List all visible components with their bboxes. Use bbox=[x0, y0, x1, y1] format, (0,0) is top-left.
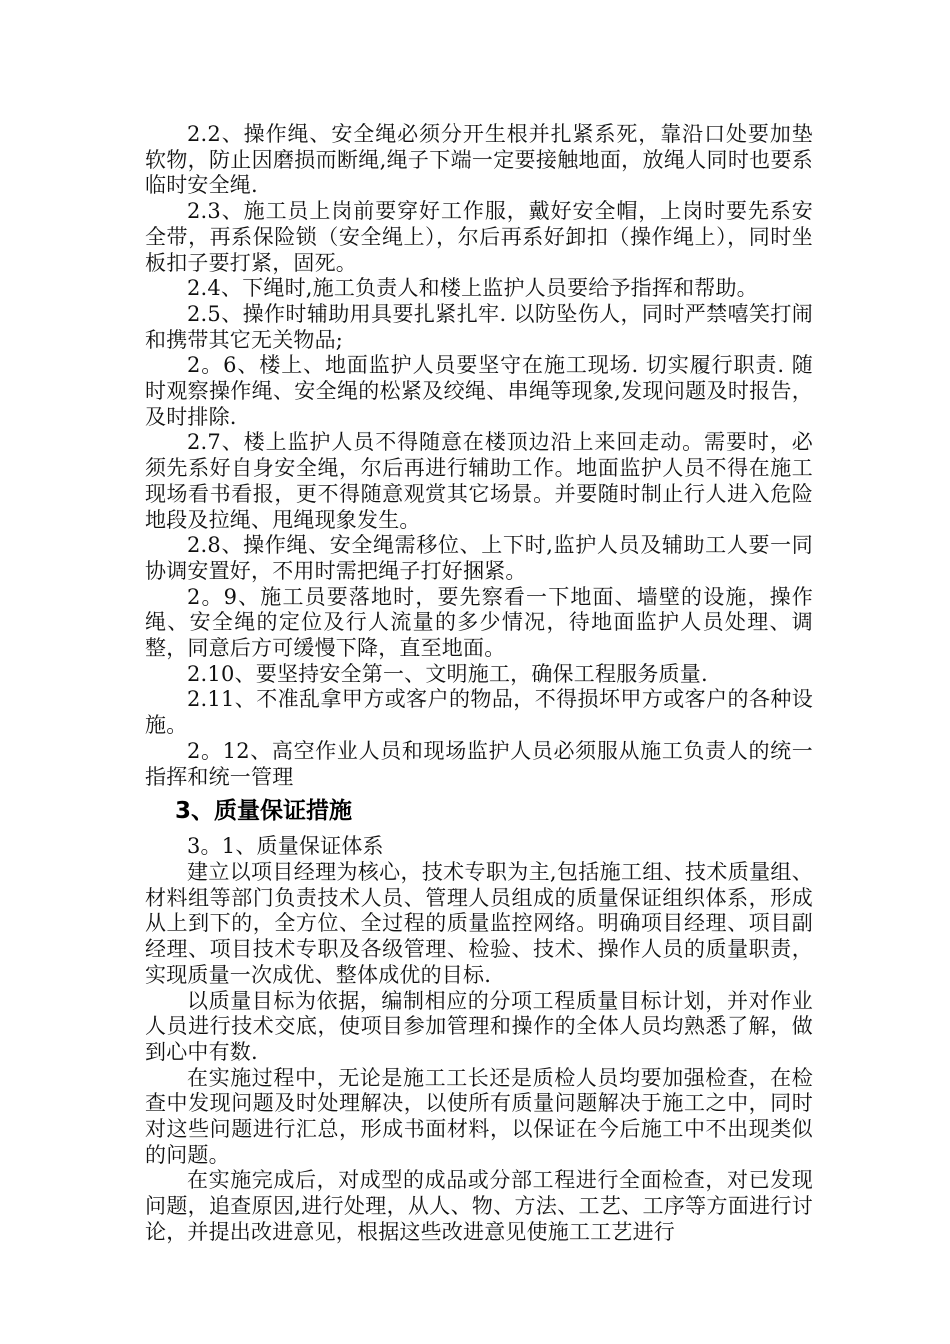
paragraph-after-completion: 在实施完成后，对成型的成品或分部工程进行全面检查，对已发现问题，追查原因,进行处理，从人、物、方法、工艺、工序等方面进行讨论，并提出改进意见，根据这些改进意见使施工工艺进行 bbox=[145, 1168, 813, 1244]
paragraph-2-8: 2.8、操作绳、安全绳需移位、上下时,监护人员及辅助工人要一同协调安置好，不用时需把绳子打好捆紧。 bbox=[145, 533, 813, 583]
paragraph-2-10: 2.10、要坚持安全第一、文明施工，确保工程服务质量. bbox=[187, 661, 708, 686]
paragraph-2-5: 2.5、操作时辅助用具要扎紧扎牢. 以防坠伤人，同时严禁嘻笑打闹和携带其它无关物品; bbox=[145, 301, 813, 352]
paragraph-2-2: 2.2、操作绳、安全绳必须分开生根并扎紧系死，靠沿口处要加垫软物，防止因磨损而断绳,绳子下端一定要接触地面，放绳人同时也要系临时安全绳. bbox=[145, 122, 813, 198]
paragraph-2-3: 2.3、施工员上岗前要穿好工作服，戴好安全帽，上岗时要先系安全带，再系保险锁（安全绳上），尔后再系好卸扣（操作绳上），同时坐板扣子要打紧，固死。 bbox=[145, 199, 813, 275]
paragraph-2-9: 2。9、施工员要落地时，要先察看一下地面、墙壁的设施，操作绳、安全绳的定位及行人流量的多少情况，待地面监护人员处理、调整，同意后方可缓慢下降，直至地面。 bbox=[145, 584, 813, 661]
paragraph-2-7: 2.7、楼上监护人员不得随意在楼顶边沿上来回走动。需要时，必须先系好自身安全绳，尔后再进行辅助工作。地面监护人员不得在施工现场看书看报，更不得随意观赏其它场景。并要随时制止行人进入危险地段及拉绳、甩绳现象发生。 bbox=[145, 430, 813, 532]
paragraph-during-implementation: 在实施过程中，无论是施工工长还是质检人员均要加强检查，在检查中发现问题及时处理解决，以使所有质量问题解决于施工之中，同时对这些问题进行汇总，形成书面材料，以保证在今后施工中不出现类似的问题。 bbox=[145, 1065, 813, 1167]
paragraph-2-11: 2.11、不准乱拿甲方或客户的物品，不得损坏甲方或客户的各种设施。 bbox=[145, 687, 813, 738]
document-page bbox=[145, 122, 813, 1246]
paragraph-quality-target: 以质量目标为依据，编制相应的分项工程质量目标计划，并对作业人员进行技术交底，使项目参加管理和操作的全体人员均熟悉了解，做到心中有数. bbox=[145, 988, 813, 1064]
section-heading: 3、质量保证措施 bbox=[175, 798, 353, 825]
paragraph-2-6: 2。6、楼上、地面监护人员要坚守在施工现场. 切实履行职责. 随时观察操作绳、安全绳的松紧及绞绳、串绳等现象,发现问题及时报告，及时排除. bbox=[145, 353, 813, 429]
paragraph-2-12: 2。12、高空作业人员和现场监护人员必须服从施工负责人的统一指挥和统一管理 bbox=[145, 738, 813, 789]
paragraph-quality-system: 建立以项目经理为核心，技术专职为主,包括施工组、技术质量组、材料组等部门负责技术人员、管理人员组成的质量保证组织体系，形成从上到下的，全方位、全过程的质量监控网络。明确项目经理、项目副经理、项目技术专职及各级管理、检验、技术、操作人员的质量职责，实现质量一次成优、整体成优的目标. bbox=[145, 859, 813, 987]
paragraph-2-4: 2.4、下绳时,施工负责人和楼上监护人员要给予指挥和帮助。 bbox=[187, 276, 758, 301]
subsection-title: 3。1、质量保证体系 bbox=[187, 834, 384, 859]
